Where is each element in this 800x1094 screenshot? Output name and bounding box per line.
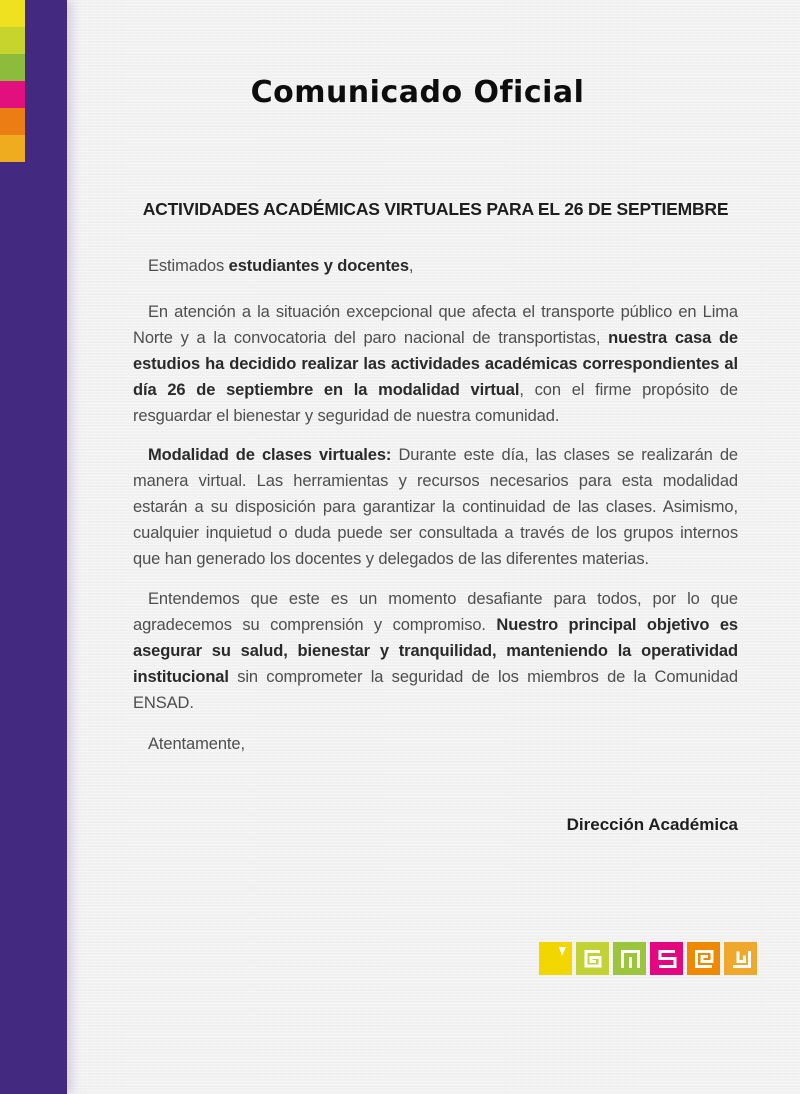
letter-s-glyph [650,942,683,975]
closing-line: Atentamente, [148,735,245,753]
text-run: Durante este día, las clases se realizarán de manera virtual. Las herramientas y recursos necesarios para esta modalidad estarán a su disposición para garantizar la continuidad de las clases. Asimismo, cualquier inquietud o duda puede ser consultada a través de los grupos internos que han generado los docentes y delegados de las diferentes materias. [133,446,739,568]
logo-mark-icon [539,942,572,975]
text-run-bold: nuestra casa de estudios ha decidido realizar las actividades académicas correspondientes al día 26 de septiembre en la modalidad virtual [133,329,738,399]
paragraph-salutation [133,253,738,279]
paragraph-commitment [133,586,738,716]
letter-a-glyph [687,942,720,975]
signature-direccion-academica: Dirección Académica [566,815,738,834]
logo-notch-glyph [539,942,572,975]
text-run: sin comprometer la seguridad de los miembros de la Comunidad ENSAD. [133,668,738,712]
logo-letter-a-icon [687,942,720,975]
logo-letter-e-icon [576,942,609,975]
page-title: Comunicado Oficial [250,75,585,110]
text-run: , [408,257,414,275]
text-run-bold: Modalidad de clases virtuales: [148,446,392,464]
text-run-bold: Nuestro principal objetivo es asegurar su salud, bienestar y tranquilidad, manteniendo la operatividad institucional [133,616,738,686]
text-run: Estimados [148,257,229,275]
document-content [67,0,800,1094]
color-square-lime [0,27,25,54]
color-square-amber [0,135,25,162]
color-square-stack [0,0,25,162]
logo-letter-n-icon [613,942,646,975]
letter-d-glyph [724,942,757,975]
color-square-yellow [0,0,25,27]
paragraph-context [133,299,738,429]
logo-letter-d-icon [724,942,757,975]
color-square-orange [0,108,25,135]
text-run-bold: estudiantes y docentes [228,257,409,275]
purple-sidebar [0,0,67,1094]
logo-letter-s-icon [650,942,683,975]
text-run: , con el firme propósito de resguardar el bienestar y seguridad de nuestra comunidad. [133,381,738,425]
ensad-logo [539,942,757,975]
letter-e-glyph [576,942,609,975]
letter-n-glyph [613,942,646,975]
color-square-magenta [0,81,25,108]
paragraph-modality [133,442,738,572]
announcement-heading: ACTIVIDADES ACADÉMICAS VIRTUALES PARA EL 26 DE SEPTIEMBRE [142,199,729,219]
color-square-green [0,54,25,81]
text-run: Entendemos que este es un momento desafiante para todos, por lo que agradecemos su comprensión y compromiso. [133,590,738,634]
text-run: En atención a la situación excepcional que afecta el transporte público en Lima Norte y a la convocatoria del paro nacional de transportistas, [133,303,738,347]
